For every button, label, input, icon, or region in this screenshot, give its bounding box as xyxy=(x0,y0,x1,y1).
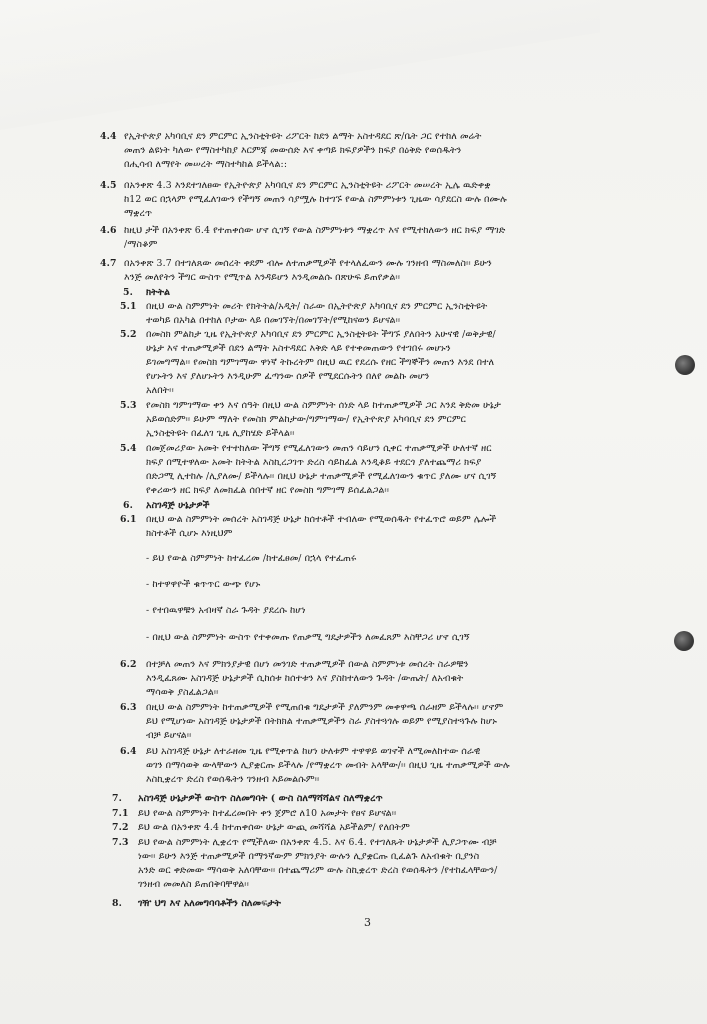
clause-line: በዚህ ውል ስምምነት መሪት የክትትል/አዲት/ ስራው በኢትዮጵያ አካባቢና ደን ምርምር ኢንስቲትዩት xyxy=(146,301,488,312)
clause-number: 5.4 xyxy=(120,443,137,454)
section-title: አስገዳጅ ሁኔታዎች ውስጥ ስለመግባት ( ውስ ስለማሻሻልና ስለማቋረጥ xyxy=(138,793,383,804)
clause-line: ይህ የውል ስምምነት ከተፈረመበት ቀን ጀምሮ ለ10 አመታት የፀና ይሆናል፡፡ xyxy=(138,808,397,819)
clause-number: 7.2 xyxy=(112,822,129,833)
clause-line: ማሳወቅ ያስፈልጋል፡፡ xyxy=(146,687,219,698)
bullet-item: - የተበዉዋቹን አብዛኛ ስራ ጉዳት ያደረሱ ከሆነ xyxy=(146,605,306,616)
clause-line: ተወካይ በአካል በተከለ ቦታው ላይ በመገኘት/በመገኘት/የሚከናወን ይሆናል፡፡ xyxy=(146,315,401,326)
clause-number: 6.2 xyxy=(120,659,137,670)
clause-number: 6.4 xyxy=(120,746,137,757)
section-number: 5. xyxy=(123,287,134,298)
clause-line: ከዚህ ታች በአንቀጽ 6.4 የተጠቀሰው ሆኖ ሲገኝ የውል ስምምነቱን ማቋረጥ እና የሚተከለውን ዘር ክፍያ ማገድ xyxy=(124,225,506,236)
clause-line: እስኪቋረጥ ድረስ የወሰዱትን ገንዘብ እይመልሱም፡፡ xyxy=(146,774,320,785)
clause-number: 5.1 xyxy=(120,301,137,312)
clause-number: 7.3 xyxy=(112,837,129,848)
clause-line: አለበት፡፡ xyxy=(146,385,174,396)
clause-line: በተቻለ መጠን እና ምክንያታዊ በሆነ መንገድ ተጠቃሚዎች በውል ስምምነቱ መሰረት ስራዎቹን xyxy=(146,659,469,670)
clause-number: 4.4 xyxy=(100,131,117,142)
clause-line: በሒሳብ ለማየት መሠረት ማስተካከል ይችላል:: xyxy=(124,159,288,170)
clause-line: ወገን በማሳወቅ ውላቸውን ሊያቋርጡ ይችላሉ /የማቋረጥ መብት አላቸው/፡፡ በዚህ ጊዜ ተጠቃሚዎች ውሉ xyxy=(146,760,510,771)
clause-line: በድጋሚ ሊተከሉ /ሊያለሙ/ ይችላሉ፡፡ በዚህ ሁኔታ ተጠቃሚዎች የሚፈለገውን ቁጥር ያለሙ ሆና ሲገኝ xyxy=(146,471,497,482)
clause-line: በአንቀጽ 3.7 በተገለጸው መሰረት ቀደም ብሎ ለተጠቃሚዎች የተላለፈውን ሙሉ ገንዘብ ማስመለስ፡፡ ይሁን xyxy=(124,258,492,269)
clause-line: በዚህ ውል ስምምነት ከተጠቃሚዎች የሚጠበቁ ግዴታዎች ያለምንም መቀዋጫ ሰራዘም ይችላሉ፡፡ ሆኖም xyxy=(146,702,504,713)
clause-line: አንድ ወር ቀድመው ማሳወቅ አለባቸው፡፡ በተጨማሪም ውሉ ስኪቋረጥ ድረስ የወሰዱትን /የተከፈላቸውን/ xyxy=(138,865,498,876)
clause-line: እንዲፈጸሙ አስገዳጅ ሁኔታዎች ሲከሰቱ ከሰተቱን እና ያስከተለውን ጉዳት /ውጤት/ ለአብቁት xyxy=(146,673,464,684)
clause-line: የኢትዮጵያ አካባቢና ደን ምርምር ኢንስቲትዩት ሪፖርት ከደን ልማት አስተዳደር ጽ/ቤት ጋር የተከለ መሬት xyxy=(124,131,482,142)
clause-line: ይህ አስገዳጅ ሁኔታ ለተራዘመ ጊዜ የሚቀጥል ከሆነ ሁለቱም ተዋዋይ ወገኖች ለሚመለከተው ሰራዊ xyxy=(146,746,481,757)
section-number: 8. xyxy=(112,898,123,909)
clause-number: 5.2 xyxy=(120,329,137,340)
clause-line: ይህ ውል በአንቀጽ 4.4 ከተጠቀሰው ሁኔታ ውጪ መሻሻል አይችልም/ የለበትም xyxy=(138,822,410,833)
clause-line: ይገመግማል፡፡ የመስክ ግምገማው ዋነኛ ትኩረትም በዚህ ዉር የደረሱ የዘር ችግኞችን መጠን እንደ በተለ xyxy=(146,357,495,368)
clause-line: መጠን ልዩነት ካለው የማስተካከያ እርምጃ መውሰድ እና ቀጣይ ክፍያዎችን ክፍያ በዕቅድ የወሰዱትን xyxy=(124,145,462,156)
clause-number: 4.5 xyxy=(100,180,117,191)
bullet-item: - ይህ የውል ስምምነት ከተፈረመ /ከተፈፀመ/ በኋላ የተፈጠሩ xyxy=(146,553,357,564)
clause-number: 5.3 xyxy=(120,400,137,411)
clause-number: 6.3 xyxy=(120,702,137,713)
clause-number: 6.1 xyxy=(120,514,137,525)
clause-line: የቀሪውን ዘር ክፍያ ለመክፈል ሰበተኛ ዘር የመስክ ግምገማ ይሰፈልጋል፡፡ xyxy=(146,485,390,496)
page-curl-shadow xyxy=(0,0,600,130)
clause-line: በአንቀጽ 4.3 እንደተገለፀው የኢትዮጵያ አካባቢና ደን ምርምር ኢንስቲትዩት ሪፖርት መሠረት ኢሌ ዉድቀቋ xyxy=(124,180,491,191)
clause-line: /ማስቆም xyxy=(124,239,158,250)
clause-line: ማቋረጥ xyxy=(124,208,153,219)
page-number: 3 xyxy=(364,916,371,929)
clause-line: ሁኔታ እና ተጠቃሚዎች በደን ልማት አስተዳደር እቅድ ላይ የተቀመጠውን የተገበሩ መሆኑን xyxy=(146,343,451,354)
clause-number: 7.1 xyxy=(112,808,129,819)
clause-line: ክስተቶች ሲሆኑ እነዚህም xyxy=(146,528,233,539)
section-title: አስገዳጅ ሁኔታዎች xyxy=(146,500,210,511)
bullet-item: - ከተዋዋዮች ቁጥጥር ውጭ የሆኑ xyxy=(146,579,261,590)
clause-line: ብቻ ይሆናል፡፡ xyxy=(146,730,192,741)
clause-number: 4.7 xyxy=(100,258,117,269)
punch-hole xyxy=(675,355,695,375)
clause-line: ኢንስቲትዩት በፈለገ ጊዜ ሊያከሄድ ይችላል፡፡ xyxy=(146,428,295,439)
section-title: ገዥ ህግ እና አለመግባባቶችን ስለመፍታት xyxy=(138,898,281,909)
bullet-item: - በዚህ ውል ስምምነት ውስጥ የተቀመጡ የጠቃሚ ግዴታዎችን ለመፈጸም እስቸጋሪ ሆኖ ሲገኝ xyxy=(146,632,470,643)
clause-line: ይህ የሚሆነው አስገዳጅ ሁኔታዎች በትክክል ተጠቃሚዎችን ስራ ያስተጓጎሉ ወይም የሚያስተጓጉሉ ከሆኑ xyxy=(146,716,497,727)
section-title: ክትትል xyxy=(146,287,171,298)
punch-hole xyxy=(674,631,694,651)
clause-line: ገንዘብ መመለስ ይጠበቅባቸዋል፡፡ xyxy=(138,879,249,890)
clause-number: 4.6 xyxy=(100,225,117,236)
clause-line: የመስክ ግምገማው ቀን እና ሰዓት በዚህ ውል ስምምነት ሰነድ ላይ ከተጠቃሚዎች ጋር እንደ ቅድመ ሁኔታ xyxy=(146,400,501,411)
clause-line: ይህ የውል ስምምነት ሊቋረጥ የሚችለው በአንቀጽ 4.5. እና 6.4. የተገለጹት ሁኔታዎች ሊያጋጥሙ ብቻ xyxy=(138,837,497,848)
clause-line: በዚህ ውል ስምምነት መሰረት አስገዳጅ ሁኔታ ከሰተቶች ተብለው የሚወሰዱት የተፈጥሮ ወይም ሌሎች xyxy=(146,514,497,525)
clause-line: የሆኑትን እና ያለሆኑትን እንዲሁም ፈጣንው ሰዎች የሚደርሱትን በለየ መልኩ መሆን xyxy=(146,371,430,382)
clause-line: እንጅ መለየትን ችግር ውስጥ የሚጥል እንዳይሆን እንዲመልሱ በጽሁፍ ይጠየቃል፡፡ xyxy=(124,272,401,283)
section-number: 6. xyxy=(123,500,134,511)
clause-line: ክፍያ በሚተዋለው አመት ከትትል እስኪረጋገጥ ድረስ ሳይከፈል እንዲቆይ ተደርጎ ያለተጨማሪ ክፍያ xyxy=(146,457,482,468)
clause-line: አይወሰድም፡፡ ይሁም ማለት የመስክ ምልከታው/ግምገማው/ የኢትዮጵያ አካባቢና ደን ምርምር xyxy=(146,414,466,425)
clause-line: ከ12 ወር በኋላም የሚፈለገውን የችግኝ መጠን ሳያሟሉ ከተገኙ የውል ስምምነቱን ጊዜው ሳያደርስ ውሉ በሙሉ xyxy=(124,194,507,205)
clause-line: በመጀመሪያው አመት የተተከለው ችግኝ የሚፈለገውን መጠን ሳይሆን ሲቀር ተጠቃሚዎች ሁለተኛ ዘር xyxy=(146,443,492,454)
section-number: 7. xyxy=(112,793,123,804)
clause-line: ነው፡፡ ይሁን እንጅ ተጠቃሚዎች በማንኛውም ምክንያት ውሉን ሊያቋርጡ ቢፈልጉ ለአብቁት ቢያንስ xyxy=(138,851,480,862)
clause-line: በመስክ ምልከታ ጊዜ የኢትዮጵያ አካባቢና ደን ምርምር ኢንስቲትዩት ችግኙ ያለበትን አሁናዊ /ወቅታዊ/ xyxy=(146,329,496,340)
